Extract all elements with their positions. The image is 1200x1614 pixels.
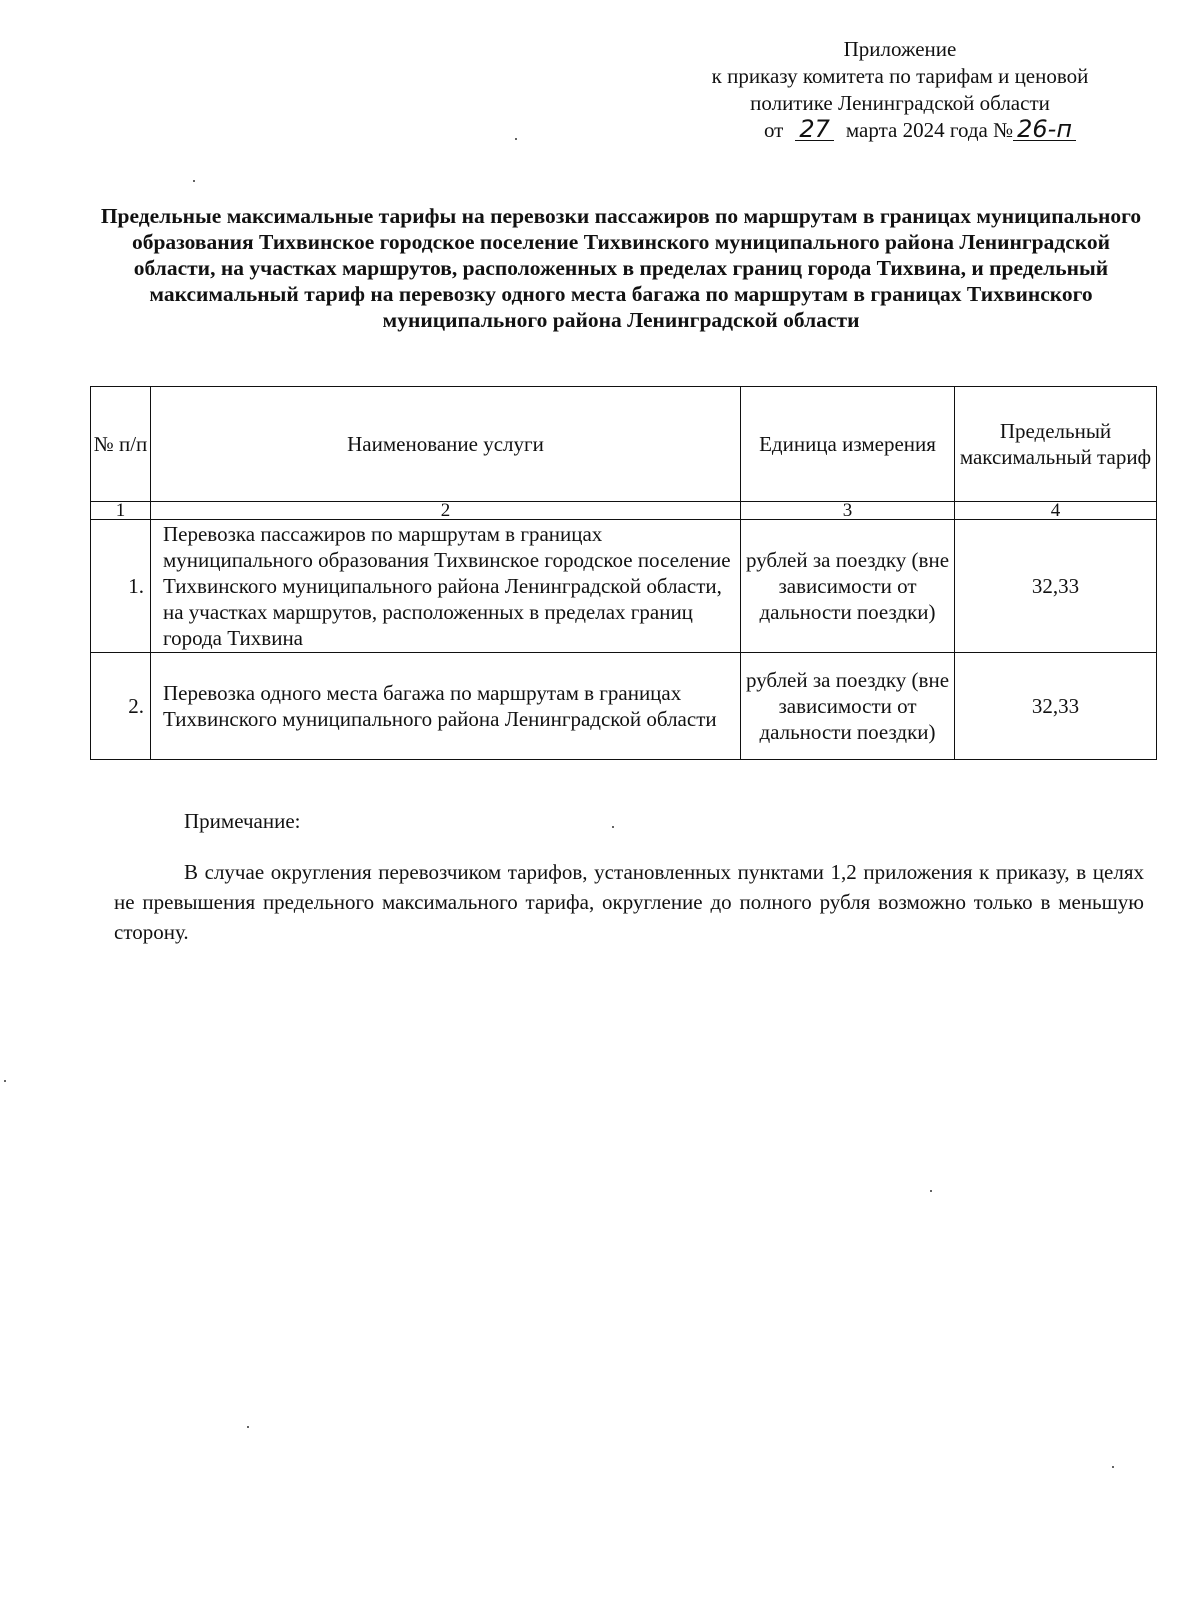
note-text: В случае округления перевозчиком тарифов, установленных пунктами 1,2 приложения к приказу, в целях не превышения предельного максимального тарифа, округление до полного рубля возможно только в меньшую сторону. — [114, 860, 1144, 944]
header-unit: Единица измерения — [741, 387, 955, 502]
scan-speck — [930, 1190, 932, 1192]
document-title: Предельные максимальные тарифы на перевозки пассажиров по маршрутам в границах муниципального образования Тихвинское городское поселение Тихвинского муниципального района Ленинградской области, на участках маршрутов, расположенных в пределах границ города Тихвина, и предельный максимальный тариф на перевозку одного места багажа по маршрутам в границах Тихвинского муниципального района Ленинградской области — [100, 204, 1142, 332]
table-header-row — [91, 387, 1157, 502]
row-unit: рублей за поездку (вне зависимости от дальности поездки) — [741, 520, 955, 653]
appendix-header — [660, 36, 1140, 144]
table-row — [91, 520, 1157, 653]
scan-speck — [612, 826, 614, 828]
appendix-order-ref: к приказу комитета по тарифам и ценовой — [711, 64, 1089, 88]
header-tariff: Предельный максимальный тариф — [955, 387, 1157, 502]
index-cell: 3 — [741, 502, 955, 520]
row-service-name: Перевозка одного места багажа по маршрутам в границах Тихвинского муниципального района Ленинградской области — [151, 653, 741, 760]
row-unit: рублей за поездку (вне зависимости от дальности поездки) — [741, 653, 955, 760]
scan-speck — [4, 1080, 6, 1082]
scan-speck — [515, 138, 517, 140]
appendix-title: Приложение — [843, 37, 957, 61]
row-number: 2. — [91, 653, 151, 760]
appendix-date-line — [680, 117, 1160, 144]
handwritten-day: 27 — [795, 118, 834, 141]
row-service-name: Перевозка пассажиров по маршрутам в границах муниципального образования Тихвинское городское поселение Тихвинского муниципального района Ленинградской области, на участках маршрутов, расположенных в пределах границ города Тихвина — [151, 520, 741, 653]
header-num: № п/п — [91, 387, 151, 502]
header-service-name: Наименование услуги — [151, 387, 741, 502]
index-cell: 2 — [151, 502, 741, 520]
date-prefix: от — [763, 118, 784, 142]
appendix-committee: политике Ленинградской области — [750, 91, 1050, 115]
scan-speck — [247, 1426, 249, 1428]
table-index-row — [91, 502, 1157, 520]
date-month-year: марта 2024 года № — [845, 118, 1014, 142]
row-number: 1. — [91, 520, 151, 653]
handwritten-order-number: 26-п — [1013, 118, 1076, 141]
scan-speck — [1112, 1466, 1114, 1468]
row-tariff: 32,33 — [955, 520, 1157, 653]
index-cell: 1 — [91, 502, 151, 520]
table-row — [91, 653, 1157, 760]
index-cell: 4 — [955, 502, 1157, 520]
row-tariff: 32,33 — [955, 653, 1157, 760]
note-label: Примечание: — [184, 809, 301, 833]
scan-speck — [193, 180, 195, 182]
tariff-table — [90, 386, 1157, 760]
